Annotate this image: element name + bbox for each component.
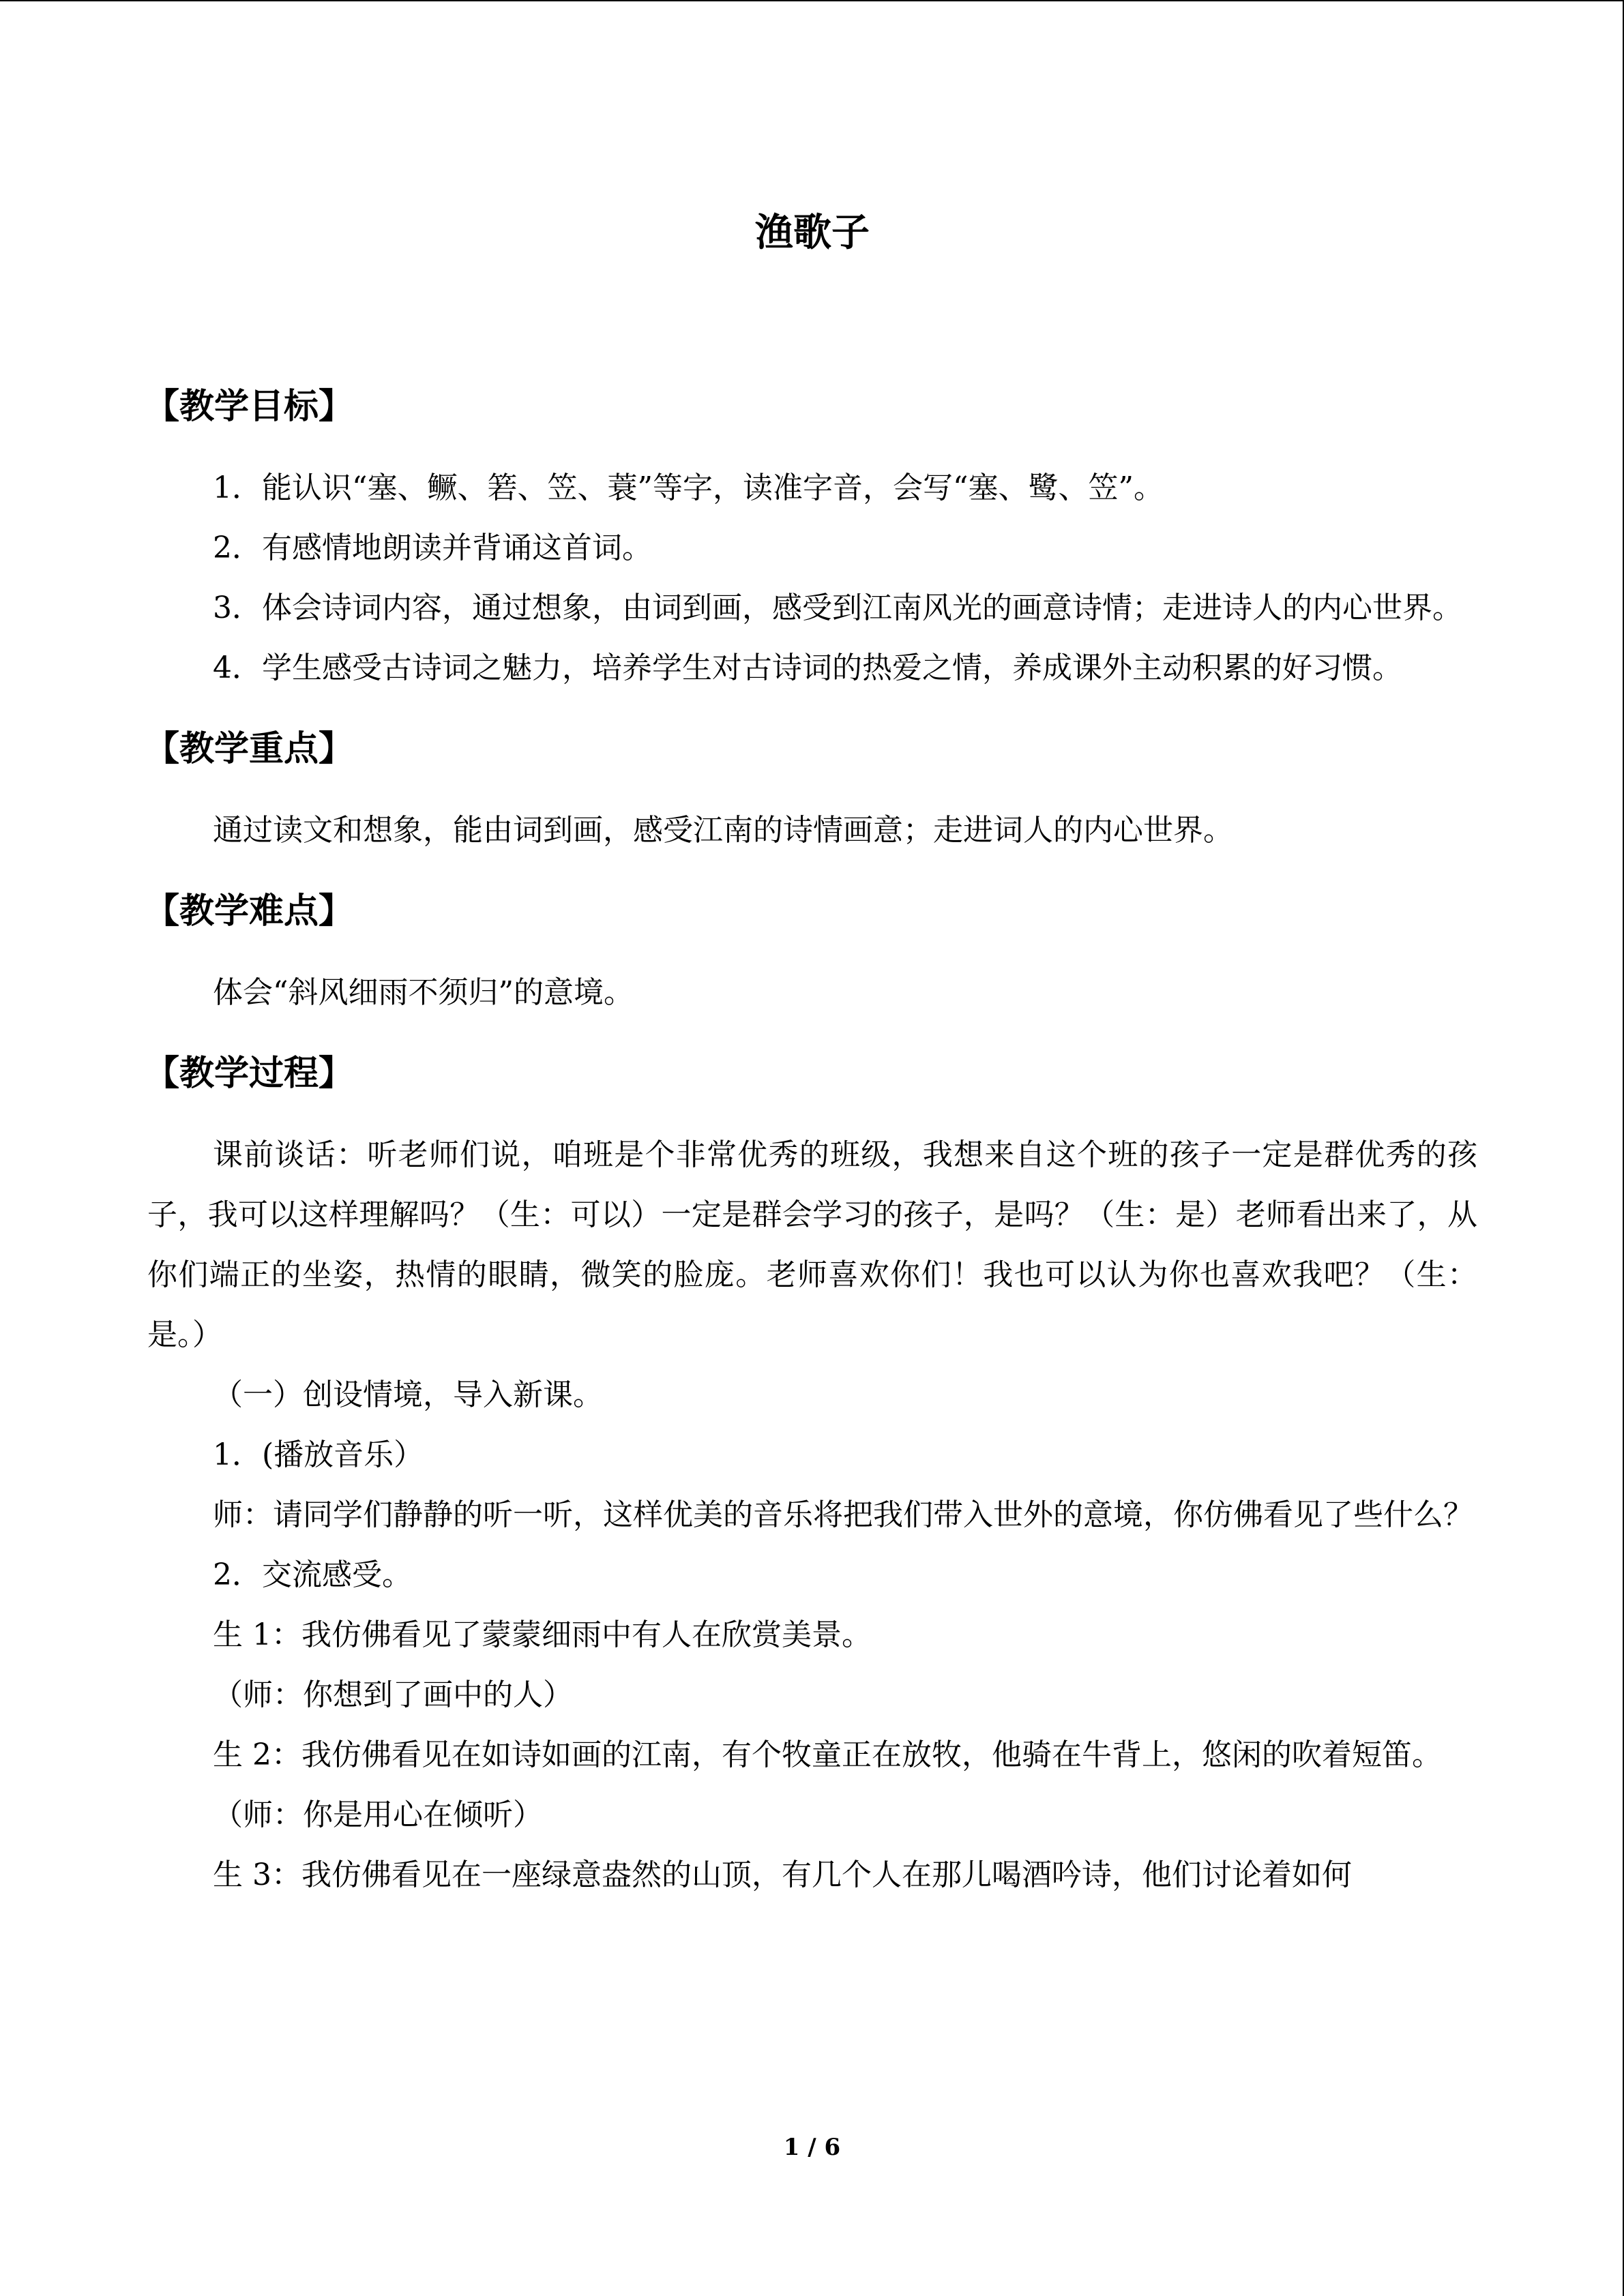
process-paragraph: 课前谈话：听老师们说，咱班是个非常优秀的班级，我想来自这个班的孩子一定是群优秀的孩子，我可以这样理解吗？（生：可以）一定是群会学习的孩子，是吗？（生：是）老师看出来了，从你们端正的坐姿，热情的眼睛，微笑的脸庞。老师喜欢你们！我也可以认为你也喜欢我吧？（生：是。） <box>147 1137 1477 1352</box>
process-paragraph: 生 2：我仿佛看见在如诗如画的江南，有个牧童正在放牧，他骑在牛背上，悠闲的吹着短笛。 <box>213 1738 1442 1772</box>
section-heading-process: 【教学过程】 <box>145 1054 354 1094</box>
process-paragraph: 1．(播放音乐） <box>213 1437 424 1472</box>
goal-item: 2．有感情地朗读并背诵这首词。 <box>213 531 652 565</box>
section-heading-difficulties: 【教学难点】 <box>145 891 354 931</box>
goals-list <box>147 458 1477 698</box>
process-paragraph: 师：请同学们静静的听一听，这样优美的音乐将把我们带入世外的意境，你仿佛看见了些什么？ <box>213 1497 1473 1532</box>
process-block <box>147 1125 1477 1905</box>
document-title: 渔歌子 <box>755 211 870 255</box>
process-paragraph: 2．交流感受。 <box>213 1557 412 1592</box>
section-heading-key-points: 【教学重点】 <box>145 729 354 769</box>
process-paragraph: （师：你想到了画中的人） <box>213 1678 573 1712</box>
section-heading-goals: 【教学目标】 <box>145 387 354 427</box>
process-paragraph: 生 3：我仿佛看见在一座绿意盎然的山顶，有几个人在那儿喝酒吟诗，他们讨论着如何 <box>213 1858 1352 1892</box>
process-paragraph: （一）创设情境，导入新课。 <box>213 1377 603 1412</box>
goal-item: 1．能认识“塞、鳜、箬、笠、蓑”等字，读准字音，会写“塞、鹭、笠”。 <box>213 471 1164 505</box>
page-number: 1 / 6 <box>783 2134 841 2161</box>
difficulties-block <box>147 963 1477 1023</box>
difficulties-text: 体会“斜风细雨不须归”的意境。 <box>213 975 634 1010</box>
goal-item: 3．体会诗词内容，通过想象，由词到画，感受到江南风光的画意诗情；走进诗人的内心世界。 <box>213 591 1462 625</box>
process-paragraph: （师：你是用心在倾听） <box>213 1798 543 1832</box>
key-points-text: 通过读文和想象，能由词到画，感受江南的诗情画意；走进词人的内心世界。 <box>213 813 1233 848</box>
key-points-block <box>147 801 1477 861</box>
document-body <box>147 206 1477 1918</box>
process-paragraph: 生 1：我仿佛看见了蒙蒙细雨中有人在欣赏美景。 <box>213 1617 872 1652</box>
goal-item: 4．学生感受古诗词之魅力，培养学生对古诗词的热爱之情，养成课外主动积累的好习惯。 <box>213 651 1402 685</box>
